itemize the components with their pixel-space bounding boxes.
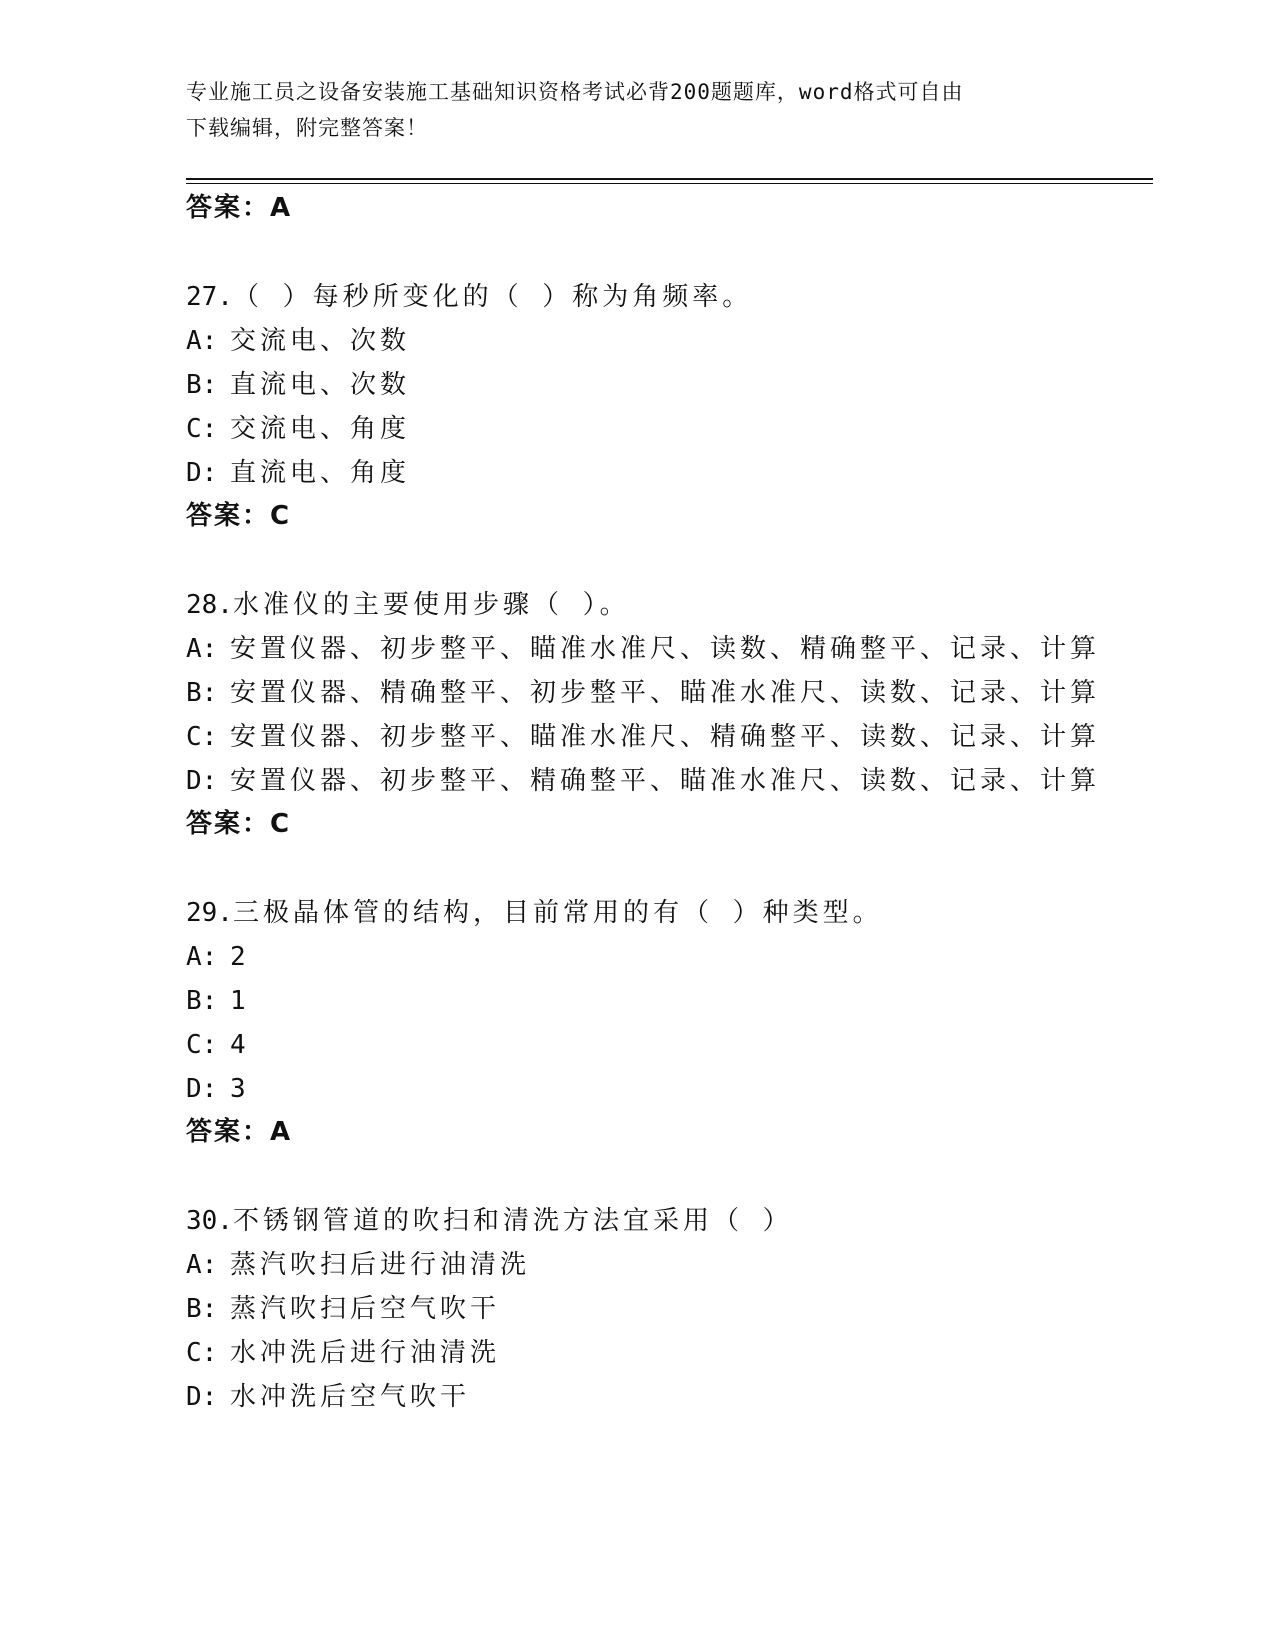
page-header [186,74,1086,146]
question-29-answer: 答案：A [186,1117,293,1147]
option-letter: A: [186,634,218,664]
option-letter: B: [186,678,218,708]
previous-answer: 答案：A [186,193,293,223]
option-text: 安置仪器、精确整平、初步整平、瞄准水准尺、读数、记录、计算 [230,678,1101,708]
option-text: 交流电、角度 [230,414,411,444]
option-letter: B: [186,986,218,1016]
question-29-option-d [186,1074,250,1104]
question-30-stem [186,1206,793,1236]
question-28-option-d [186,766,1100,796]
option-letter: C: [186,1030,218,1060]
question-28-option-c [186,722,1100,752]
option-letter: B: [186,1294,218,1324]
option-letter: C: [186,414,218,444]
question-number: 29. [186,898,233,928]
question-29-option-c [186,1030,250,1060]
option-text: 蒸汽吹扫后进行油清洗 [230,1250,531,1280]
option-text: 2 [230,942,250,972]
option-letter: A: [186,942,218,972]
question-29-option-b [186,986,250,1016]
option-text: 交流电、次数 [230,326,411,356]
question-number: 27. [186,282,233,312]
header-divider-thick [186,178,1153,180]
option-letter: D: [186,458,218,488]
option-text: 直流电、角度 [230,458,411,488]
question-27-option-c [186,414,410,444]
question-30-option-b [186,1294,500,1324]
option-letter: A: [186,326,218,356]
question-text: 不锈钢管道的吹扫和清洗方法宜采用（ ） [232,1206,793,1236]
question-27-option-a [186,326,410,356]
question-text: （ ）每秒所变化的（ ）称为角频率。 [232,282,753,312]
question-29-stem [186,898,883,928]
option-text: 蒸汽吹扫后空气吹干 [230,1294,501,1324]
question-28-answer: 答案：C [186,809,292,839]
option-text: 水冲洗后空气吹干 [230,1382,471,1412]
question-28-option-a [186,634,1100,664]
header-divider-thin [186,183,1153,184]
option-letter: C: [186,1338,218,1368]
question-27-answer: 答案：C [186,501,292,531]
option-text: 4 [230,1030,250,1060]
option-text: 3 [230,1074,250,1104]
option-text: 水冲洗后进行油清洗 [230,1338,501,1368]
option-text: 直流电、次数 [230,370,411,400]
question-number: 28. [186,590,233,620]
question-29-option-a [186,942,250,972]
header-line-2: 下载编辑，附完整答案！ [186,116,428,140]
option-letter: D: [186,1074,218,1104]
header-line-1: 专业施工员之设备安装施工基础知识资格考试必背200题题库，word格式可自由 [186,80,964,104]
option-letter: D: [186,766,218,796]
question-text: 三极晶体管的结构，目前常用的有（ ）种类型。 [232,898,883,928]
option-letter: A: [186,1250,218,1280]
option-text: 安置仪器、初步整平、精确整平、瞄准水准尺、读数、记录、计算 [230,766,1101,796]
option-text: 安置仪器、初步整平、瞄准水准尺、读数、精确整平、记录、计算 [230,634,1101,664]
question-28-stem [186,590,630,620]
option-text: 安置仪器、初步整平、瞄准水准尺、精确整平、读数、记录、计算 [230,722,1101,752]
question-27-option-d [186,458,410,488]
option-text: 1 [230,986,250,1016]
question-text: 水准仪的主要使用步骤（ ）。 [232,590,630,620]
question-27-stem [186,282,752,312]
question-30-option-c [186,1338,500,1368]
question-28-option-b [186,678,1100,708]
question-27-option-b [186,370,410,400]
option-letter: D: [186,1382,218,1412]
question-30-option-a [186,1250,530,1280]
question-30-option-d [186,1382,470,1412]
option-letter: C: [186,722,218,752]
option-letter: B: [186,370,218,400]
question-number: 30. [186,1206,233,1236]
